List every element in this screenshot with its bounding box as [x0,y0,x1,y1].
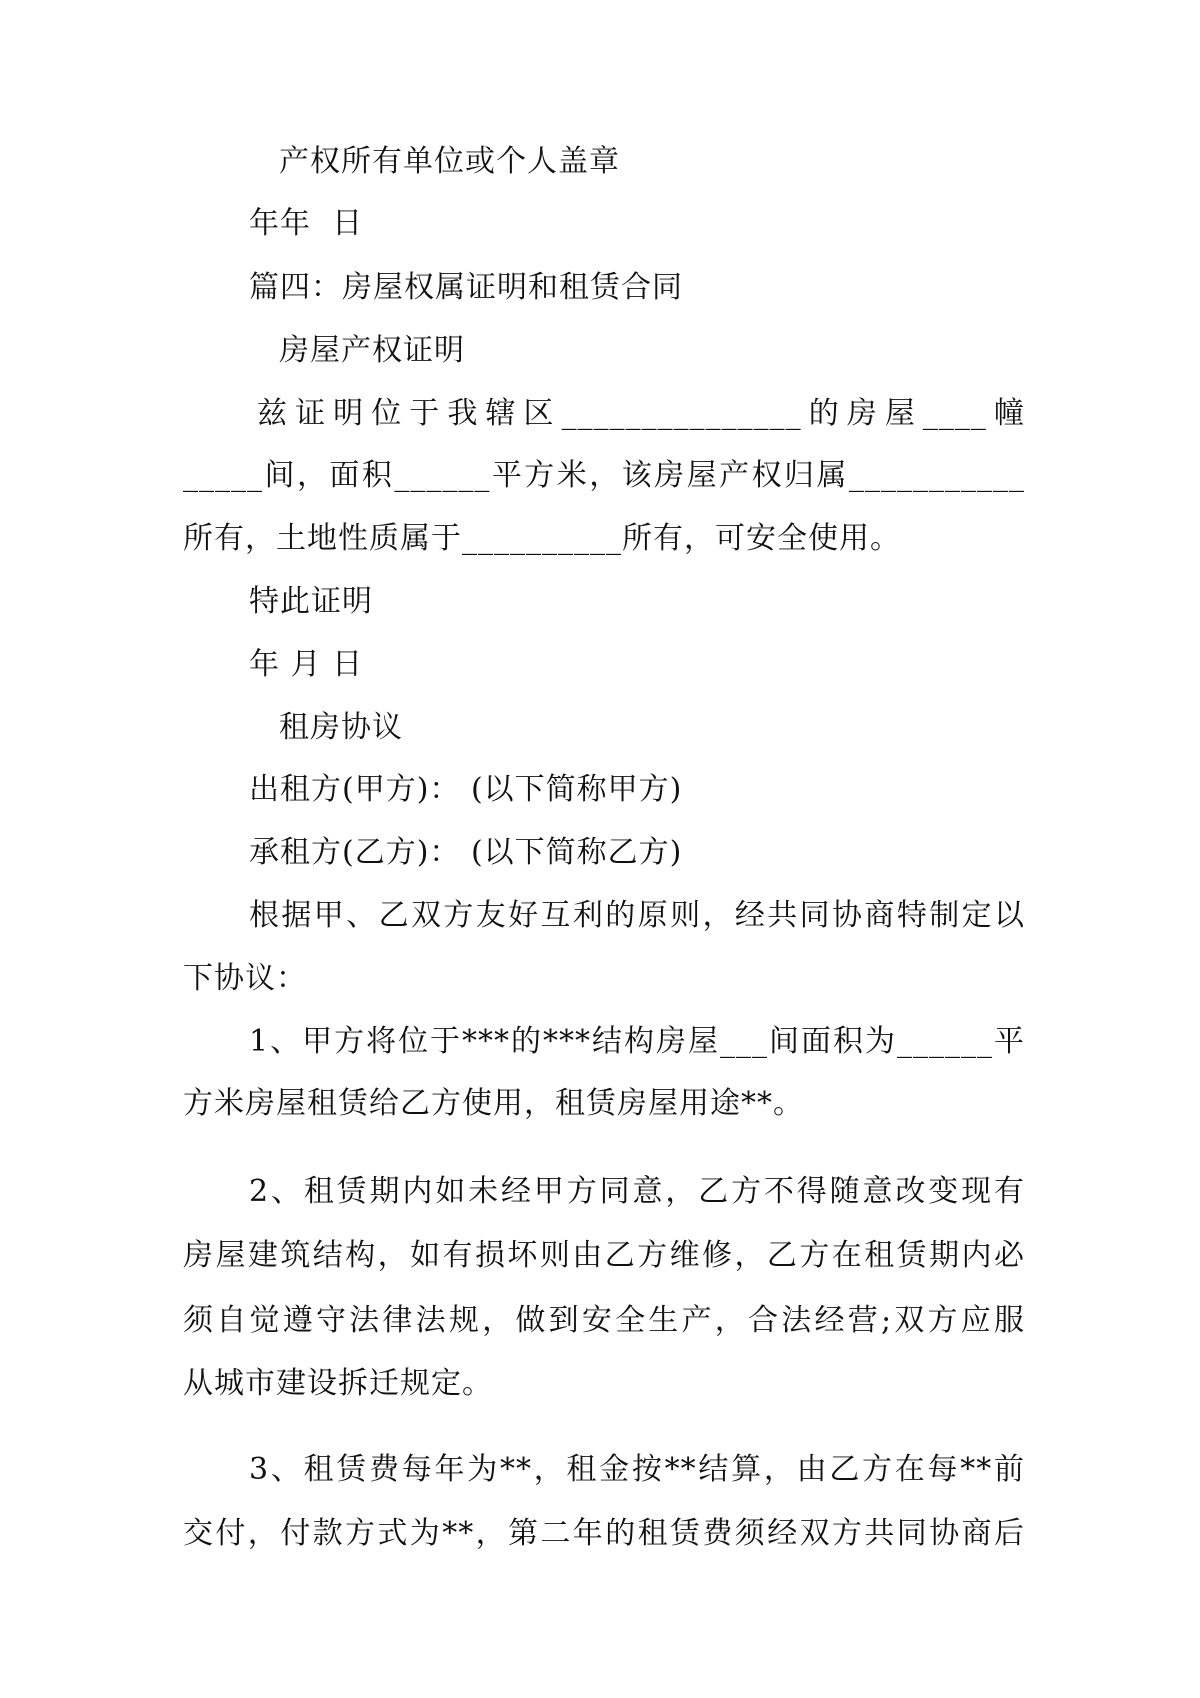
clause-line: 交付，付款方式为**，第二年的租赁费须经双方共同协商后 [183,1516,1025,1551]
certificate-line: 所有，土地性质属于__________所有，可安全使用。 [183,521,901,556]
clause-line: 2、租赁期内如未经甲方同意，乙方不得随意改变现有 [249,1174,1025,1209]
date-line: 年年 日 [249,206,364,241]
certification-statement: 特此证明 [249,584,373,619]
lessee-line: 承租方(乙方)： (以下简称乙方) [249,835,683,870]
date-line: 年 月 日 [249,647,364,682]
section-heading: 篇四：房屋权属证明和租赁合同 [249,270,683,305]
lessor-line: 出租方(甲方)： (以下简称甲方) [249,772,683,807]
clause-line: 从城市建设拆迁规定。 [183,1366,493,1401]
certificate-line: 兹证明位于我辖区_______________的房屋____幢 [257,396,1025,431]
seal-line: 产权所有单位或个人盖章 [279,144,620,179]
clause-line: 3、租赁费每年为**，租金按**结算，由乙方在每**前 [249,1452,1025,1487]
clause-line: 须自觉遵守法律法规，做到安全生产，合法经营;双方应服 [183,1303,1025,1338]
agreement-title: 租房协议 [279,710,403,745]
clause-line: 方米房屋租赁给乙方使用，租赁房屋用途**。 [183,1086,804,1121]
certificate-line: _____间，面积______平方米，该房屋产权归属___________ [183,458,1025,493]
paragraph-line: 根据甲、乙双方友好互利的原则，经共同协商特制定以 [249,898,1025,933]
clause-line: 房屋建筑结构，如有损坏则由乙方维修，乙方在租赁期内必 [183,1238,1025,1273]
paragraph-line: 下协议： [183,961,307,996]
certificate-title: 房屋产权证明 [279,333,465,368]
clause-line: 1、甲方将位于***的***结构房屋___间面积为______平 [249,1024,1025,1059]
